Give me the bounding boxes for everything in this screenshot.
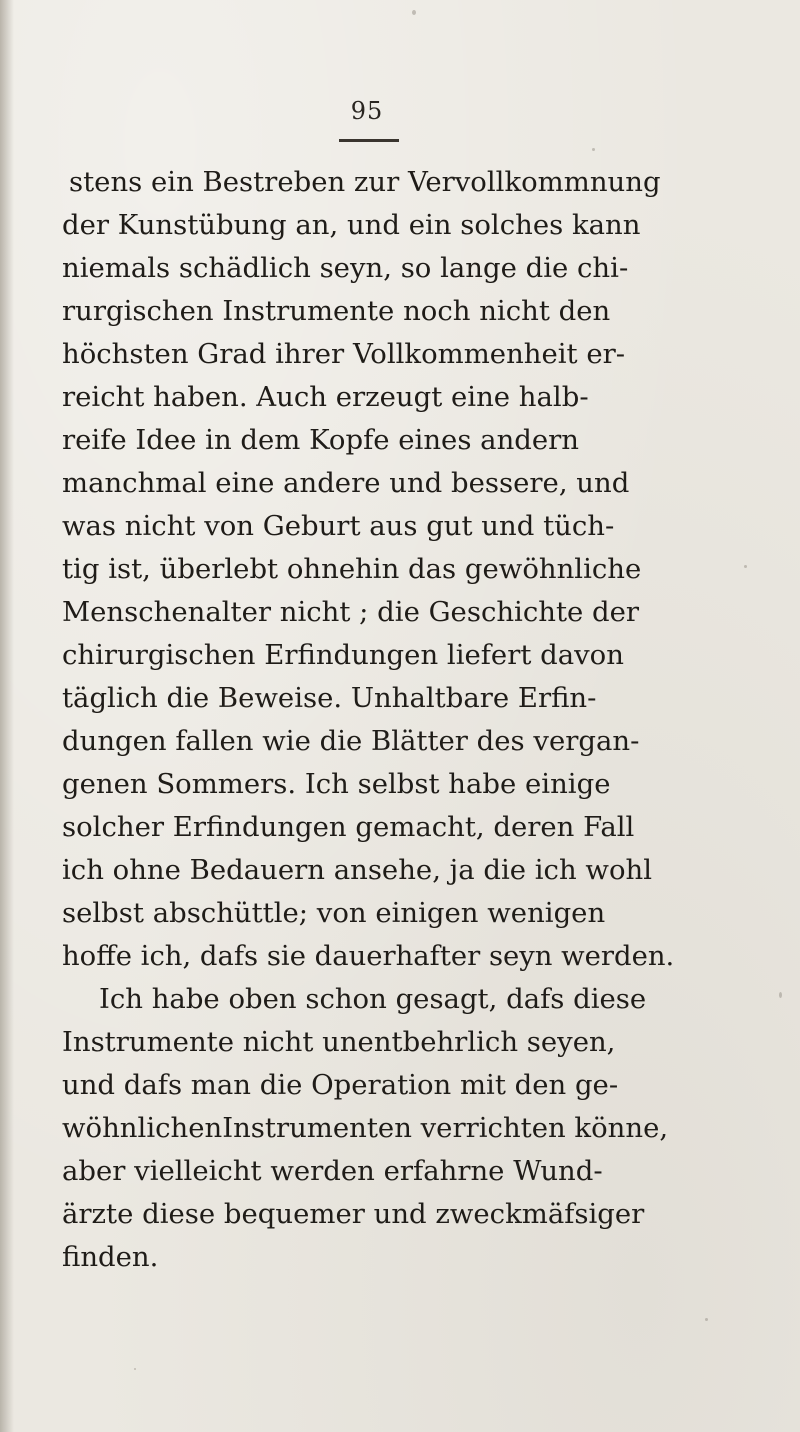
text-line: finden. xyxy=(62,1241,159,1273)
text-line: niemals schädlich seyn, so lange die chi- xyxy=(62,252,629,284)
text-line: chirurgischen Erfindungen liefert davon xyxy=(62,639,624,671)
text-line: selbst abschüttle; von einigen wenigen xyxy=(62,897,606,929)
text-line: höchsten Grad ihrer Vollkommenheit er- xyxy=(62,338,626,370)
text-line: Instrumente nicht unentbehrlich seyen, xyxy=(62,1026,616,1058)
text-line: was nicht von Geburt aus gut und tüch- xyxy=(62,510,615,542)
text-line: stens ein Bestreben zur Vervollkommnung xyxy=(69,166,661,198)
text-line: tig ist, überlebt ohnehin das gewöhnliche xyxy=(62,553,642,585)
paper-speck xyxy=(744,565,747,568)
page-number-rule xyxy=(339,139,399,142)
text-line: wöhnlichenInstrumenten verrichten könne, xyxy=(62,1112,669,1144)
text-line: der Kunstübung an, und ein solches kann xyxy=(62,209,641,241)
text-line: reife Idee in dem Kopfe eines andern xyxy=(62,424,580,456)
text-line: genen Sommers. Ich selbst habe einige xyxy=(62,768,611,800)
text-line: täglich die Beweise. Unhaltbare Erfin- xyxy=(62,682,597,714)
text-line: Ich habe oben schon gesagt, dafs diese xyxy=(99,983,647,1015)
text-line: hoffe ich, dafs sie dauerhafter seyn werden. xyxy=(62,940,675,972)
text-line: reicht haben. Auch erzeugt eine halb- xyxy=(62,381,589,413)
page-edge-shadow xyxy=(0,0,14,1432)
paper-speck xyxy=(705,1318,708,1321)
text-line: dungen fallen wie die Blätter des vergan- xyxy=(62,725,640,757)
text-line: aber vielleicht werden erfahrne Wund- xyxy=(62,1155,603,1187)
text-line: manchmal eine andere und bessere, und xyxy=(62,467,630,499)
text-line: solcher Erfindungen gemacht, deren Fall xyxy=(62,811,635,843)
paper-speck xyxy=(412,10,416,15)
page-number: 95 xyxy=(350,97,384,125)
text-line: ärzte diese bequemer und zweckmäfsiger xyxy=(62,1198,645,1230)
paper-speck xyxy=(592,148,595,151)
text-line: rurgischen Instrumente noch nicht den xyxy=(62,295,611,327)
text-line: ich ohne Bedauern ansehe, ja die ich wohl xyxy=(62,854,653,886)
paper-speck xyxy=(134,1368,136,1370)
text-line: Menschenalter nicht ; die Geschichte der xyxy=(62,596,640,628)
paper-speck xyxy=(779,992,782,998)
text-line: und dafs man die Operation mit den ge- xyxy=(62,1069,619,1101)
